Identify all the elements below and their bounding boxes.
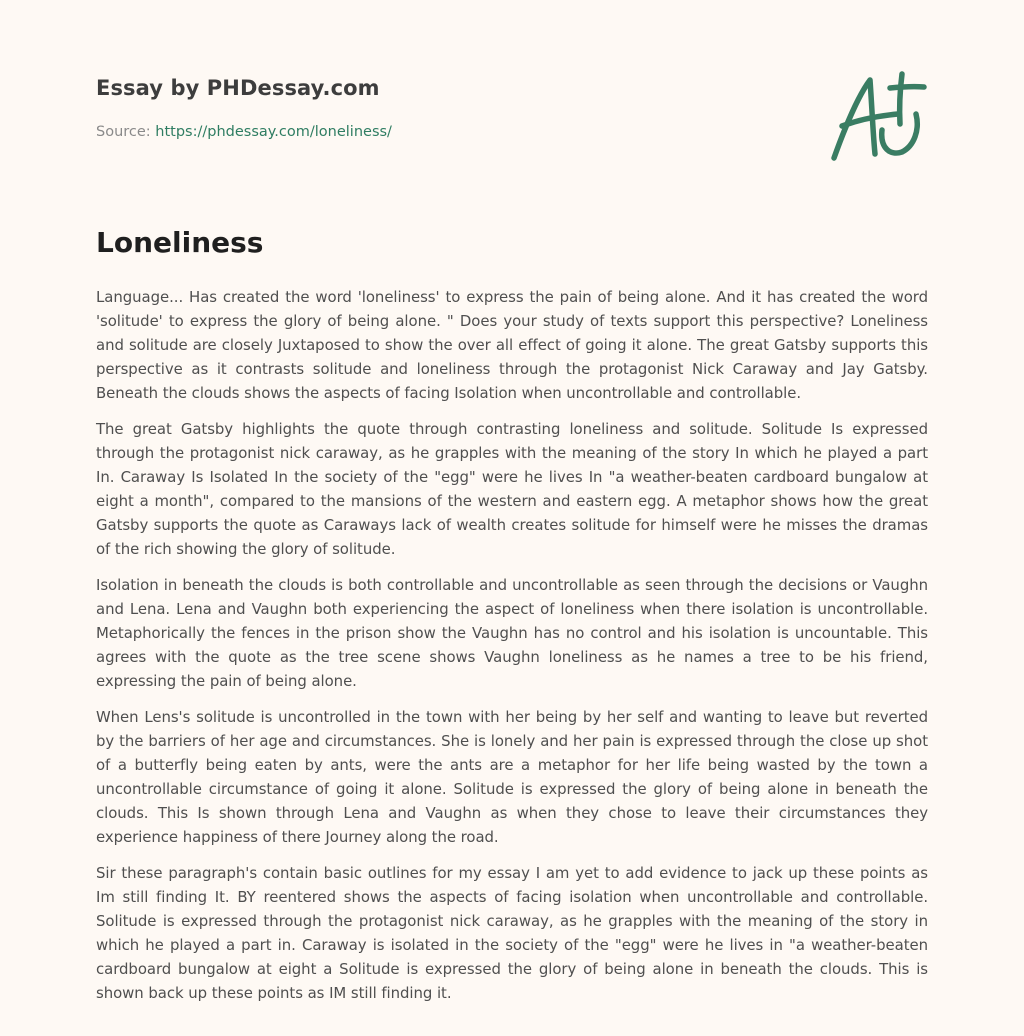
essay-paragraph: When Lens's solitude is uncontrolled in the town with her being by her self and wanting to leave but reverted by the barriers of her age and circumstances. She is lonely and her pain is expressed through the close up shot of a butterfly being eaten by ants, were the ants are a metaphor for her life being wasted by the town a uncontrollable circumstance of going it alone. Solitude is expressed the glory of being alone in beneath the clouds. This Is shown through Lena and Vaughn as when they chose to leave their circumstances they experience happiness of there Journey along the road. <box>96 708 928 846</box>
source-line <box>96 124 392 140</box>
a-plus-icon <box>828 68 928 164</box>
source-link[interactable]: https://phdessay.com/loneliness/ <box>155 124 392 140</box>
essay-paragraph: The great Gatsby highlights the quote through contrasting loneliness and solitude. Solitude Is expressed through the protagonist nick caraway, as he grapples with the meaning of the story In which he played a part In. Caraway Is Isolated In the society of the "egg" were he lives In "a weather-beaten cardboard bungalow at eight a month", compared to the mansions of the western and eastern egg. A metaphor shows how the great Gatsby supports the quote as Caraways lack of wealth creates solitude for himself were he misses the dramas of the rich showing the glory of solitude. <box>96 420 928 558</box>
brand-title: Essay by PHDessay.com <box>96 76 380 100</box>
essay-paragraph: Sir these paragraph's contain basic outlines for my essay I am yet to add evidence to jack up these points as Im still finding It. BY reentered shows the aspects of facing isolation when uncontrollable and controllable. Solitude is expressed through the protagonist nick caraway, as he grapples with the meaning of the story in which he played a part in. Caraway is isolated in the society of the "egg" were he lives in "a weather-beaten cardboard bungalow at eight a Solitude is expressed the glory of being alone in beneath the clouds. This is shown back up these points as IM still finding it. <box>96 864 928 1002</box>
source-label: Source: <box>96 124 156 140</box>
essay-paragraph: Isolation in beneath the clouds is both controllable and uncontrollable as seen through the decisions or Vaughn and Lena. Lena and Vaughn both experiencing the aspect of loneliness when there isolation is uncontrollable. Metaphorically the fences in the prison show the Vaughn has no control and his isolation is uncountable. This agrees with the quote as the tree scene shows Vaughn loneliness as he names a tree to be his friend, expressing the pain of being alone. <box>96 576 928 690</box>
page-header <box>96 0 928 200</box>
essay-body <box>96 285 928 1017</box>
essay-title: Loneliness <box>96 226 264 259</box>
essay-page <box>96 0 928 1002</box>
essay-paragraph: Language... Has created the word 'loneliness' to express the pain of being alone. And it has created the word 'solitude' to express the glory of being alone. " Does your study of texts support this perspective? Loneliness and solitude are closely Juxtaposed to show the over all effect of going it alone. The great Gatsby supports this perspective as it contrasts solitude and loneliness through the protagonist Nick Caraway and Jay Gatsby. Beneath the clouds shows the aspects of facing Isolation when uncontrollable and controllable. <box>96 288 928 402</box>
